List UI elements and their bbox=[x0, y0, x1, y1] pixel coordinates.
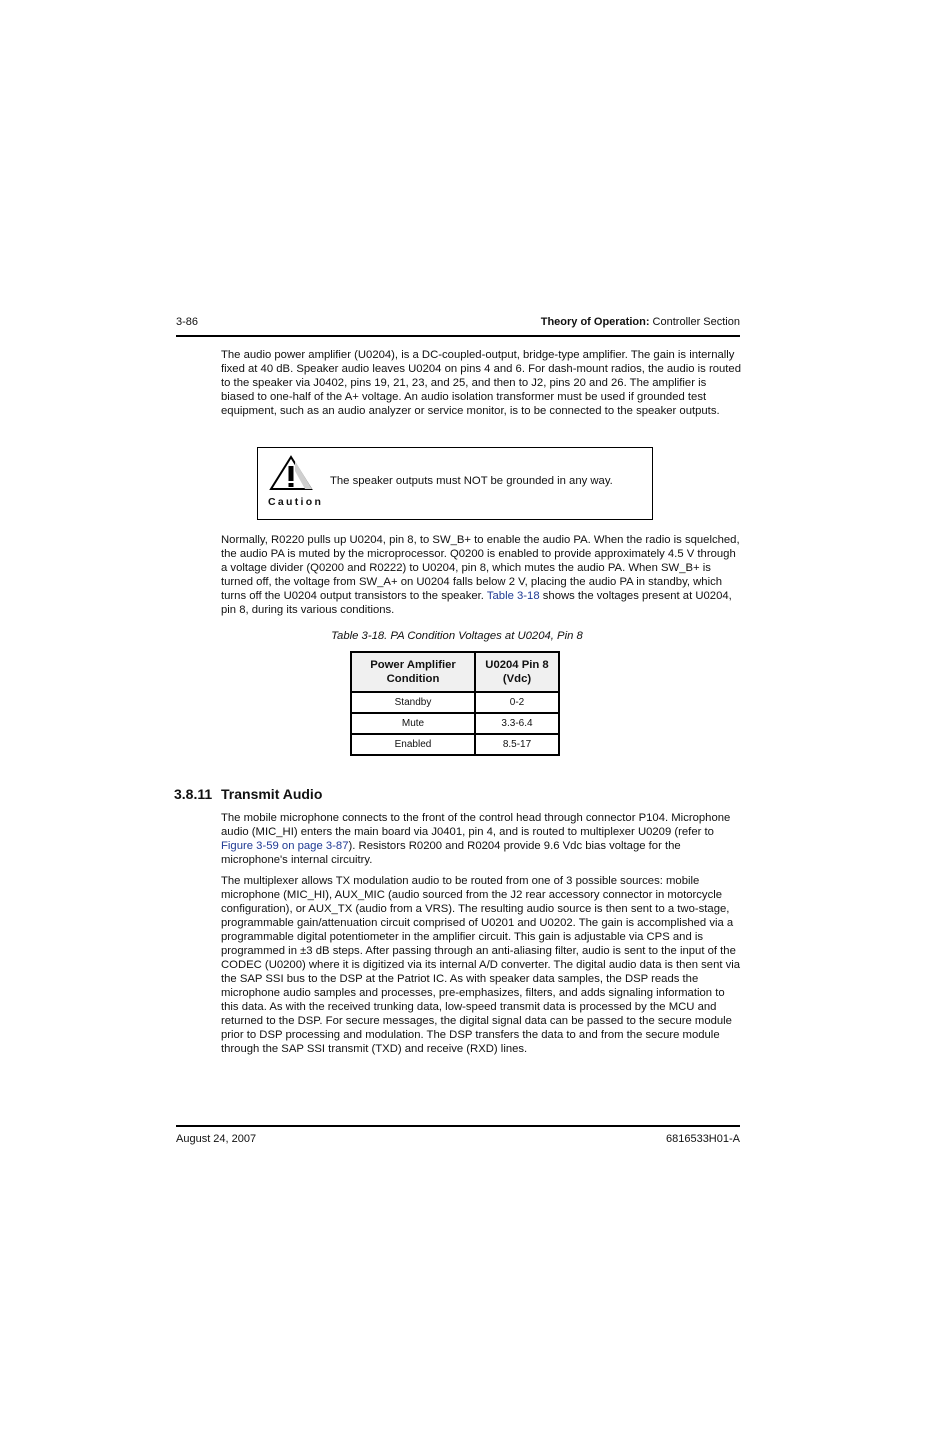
header-title-bold: Theory of Operation: bbox=[540, 316, 650, 328]
cell-condition: Enabled bbox=[351, 734, 475, 755]
table-row bbox=[351, 734, 559, 755]
table-row bbox=[351, 692, 559, 713]
section-heading bbox=[174, 786, 322, 802]
table-header-row bbox=[351, 652, 559, 692]
section-number: 3.8.11 bbox=[174, 786, 213, 802]
paragraph-microphone-text-end: ). Resistors R0200 and R0204 provide 9.6 Vdc bias voltage for the microphone's internal circuitry. bbox=[221, 840, 681, 866]
table-caption: Table 3-18. PA Condition Voltages at U0204, Pin 8 bbox=[331, 630, 583, 642]
paragraph-pa-mute-text: Normally, R0220 pulls up U0204, pin 8, to SW_B+ to enable the audio PA. When the radio is squelched, the audio PA is muted by the microprocessor. Q0200 is enabled to provide approximately 4.5 V through a voltage divider (Q0200 and R0222) to U0204, pin 8, which mutes the audio PA. When SW_B+ is turned off, the voltage from SW_A+ on U0204 falls below 2 V, placing the audio PA in standby, which turns off the U0204 output transistors to the speaker. bbox=[221, 534, 740, 602]
footer-date: August 24, 2007 bbox=[176, 1133, 257, 1145]
page-header bbox=[176, 316, 740, 330]
cell-condition: Standby bbox=[351, 692, 475, 713]
footer-rule bbox=[176, 1125, 740, 1127]
pa-condition-table bbox=[350, 651, 560, 756]
table-row bbox=[351, 713, 559, 734]
paragraph-pa-mute-text-end: shows the voltages present at U0204, pin 8, during its various conditions. bbox=[221, 590, 732, 616]
page-number: 3-86 bbox=[176, 316, 199, 328]
paragraph-microphone-text: The mobile microphone connects to the front of the control head through connector P104. Microphone audio (MIC_HI) enters the main board via J0401, pin 4, and is routed to multiplexer U0209 (refer to bbox=[221, 812, 731, 838]
header-title-rest: Controller Section bbox=[649, 316, 740, 328]
caution-label: Caution bbox=[268, 496, 324, 508]
figure-3-59-link[interactable]: Figure 3-59 on page 3-87 bbox=[221, 840, 349, 852]
cell-voltage: 3.3-6.4 bbox=[475, 713, 559, 734]
paragraph-audio-pa: The audio power amplifier (U0204), is a DC-coupled-output, bridge-type amplifier. The gain is internally fixed at 40 dB. Speaker audio leaves U0204 on pins 4 and 6. For dash-mount radios, the audio is routed to the speaker via J0402, pins 19, 21, 23, and 25, and then to J2, pins 20 and 26. The amplifier is biased to one-half of the A+ voltage. An audio isolation transformer must be used if grounded test equipment, such as an audio analyzer or service monitor, is to be connected to the speaker outputs. bbox=[221, 349, 741, 417]
caution-text: The speaker outputs must NOT be grounded in any way. bbox=[330, 475, 613, 487]
cell-voltage: 8.5-17 bbox=[475, 734, 559, 755]
section-title: Transmit Audio bbox=[221, 786, 323, 802]
caution-box bbox=[257, 447, 653, 520]
paragraph-pa-mute bbox=[221, 533, 741, 617]
table-3-18-link[interactable]: Table 3-18 bbox=[486, 590, 540, 602]
header-title bbox=[541, 316, 740, 328]
cell-condition: Mute bbox=[351, 713, 475, 734]
footer-doc-number: 6816533H01-A bbox=[665, 1133, 740, 1145]
paragraph-microphone bbox=[221, 811, 741, 867]
header-condition: Power Amplifier Condition bbox=[351, 652, 475, 692]
header-voltage: U0204 Pin 8 (Vdc) bbox=[475, 652, 559, 692]
paragraph-multiplexer: The multiplexer allows TX modulation audio to be routed from one of 3 possible sources: mobile microphone (MIC_HI), AUX_MIC (audio sourced from the J2 rear accessory connector in motorcycle configuration), or AUX_TX (audio from a VRS). The resulting audio source is then sent to a two-stage, programmable gain/attenuation circuit comprised of U0201 and U0202. The gain is accomplished via a programmable digital potentiometer in the amplifier circuit. This gain is adjustable via CPS and is programmed in ±3 dB steps. After passing through an anti-aliasing filter, audio is sent to the input of the CODEC (U0200) where it is digitized via its internal A/D converter. The digital audio data is then sent via the SAP SSI bus to the DSP at the Patriot IC. As with speaker data samples, the DSP reads the microphone audio samples and processes, pre-emphasizes, filters, and adds signaling information to this data. As with the received trunking data, low-speed transmit data is processed by the MCU and returned to the DSP. For secure messages, the digital signal data can be passed to the secure module prior to DSP processing and modulation. The DSP transfers the data to and from the secure module through the SAP SSI transmit (TXD) and receive (RXD) lines. bbox=[221, 875, 741, 1055]
header-rule bbox=[176, 335, 740, 337]
caution-icon bbox=[269, 455, 313, 491]
cell-voltage: 0-2 bbox=[475, 692, 559, 713]
